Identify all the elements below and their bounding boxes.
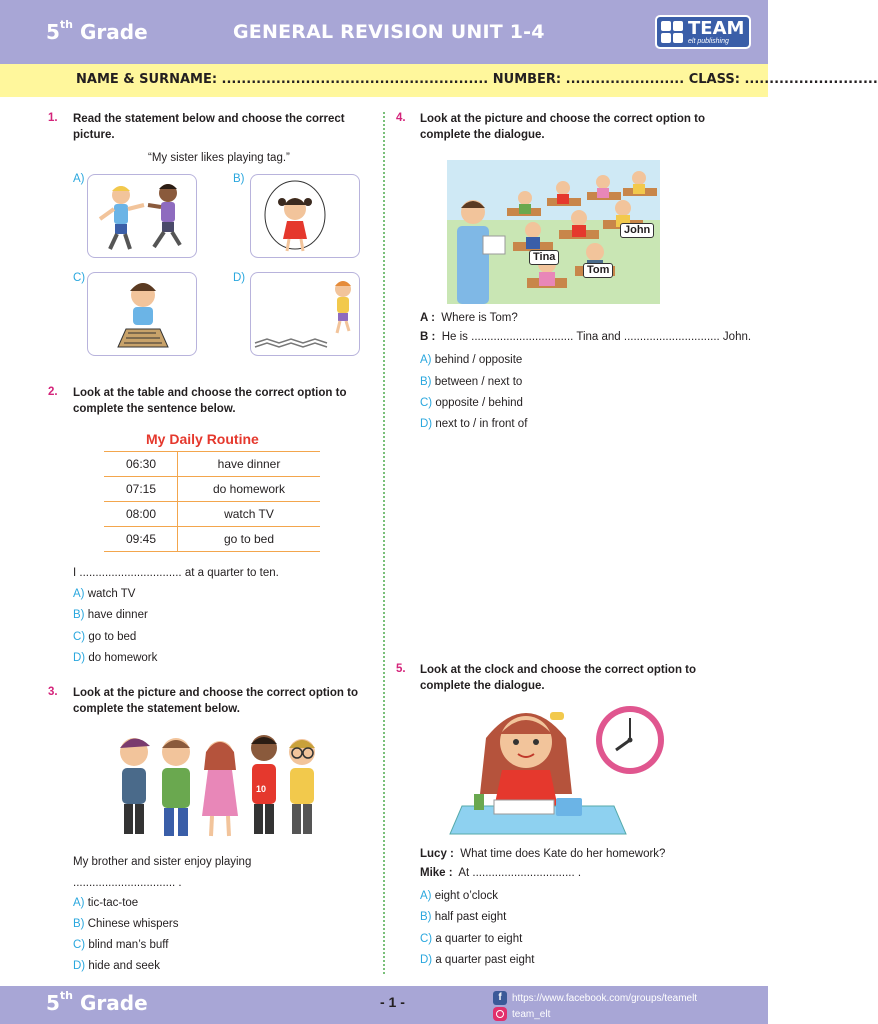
q1-label-a: A) — [73, 173, 85, 185]
q1-statement: “My sister likes playing tag.” — [148, 152, 290, 164]
team-logo — [655, 15, 751, 49]
q4-number: 4. — [396, 112, 406, 124]
q5-option-b[interactable]: B) half past eight — [420, 911, 507, 923]
girl-playing-hopscotch-illustration — [251, 273, 361, 357]
routine-time: 06:30 — [125, 457, 157, 471]
routine-row — [104, 527, 320, 552]
column-divider — [383, 112, 385, 974]
boy-playing-chess-illustration — [88, 273, 198, 357]
q2-option-c[interactable]: C) go to bed — [73, 631, 137, 643]
name-number-class-line: NAME & SURNAME: ...................................................... NUMBER: ........................ CLASS: ........................... — [76, 72, 878, 87]
q5-line-mike: Mike : At ................................ . — [420, 867, 582, 879]
q1-number: 1. — [48, 112, 58, 124]
instagram-icon — [493, 1007, 507, 1021]
routine-row — [104, 477, 320, 502]
q1-text: Read the statement below and choose the correct picture. — [73, 113, 345, 141]
footer-grade-label: 5th Grade — [46, 989, 148, 1015]
routine-time: 07:15 — [125, 482, 157, 496]
q1-picture-d[interactable] — [250, 272, 360, 356]
kids-whispering-illustration — [104, 722, 326, 840]
q3-statement-line1: My brother and sister enjoy playing — [73, 856, 252, 868]
q3-picture — [104, 722, 326, 840]
q4-line-b: B : He is ................................ Tina and .............................. John. — [420, 331, 752, 343]
q5-option-a[interactable]: A) eight o’clock — [420, 890, 498, 902]
girl-at-desk-with-clock-illustration — [446, 698, 676, 838]
q4-classroom-picture — [447, 160, 660, 304]
q1-picture-c[interactable] — [87, 272, 197, 356]
grade-label: 5th Grade — [46, 18, 148, 44]
q1-label-b: B) — [233, 173, 245, 185]
routine-table-title: My Daily Routine — [146, 431, 259, 447]
q5-picture — [446, 698, 676, 838]
q4-option-a[interactable]: A) behind / opposite — [420, 354, 523, 366]
q2-text: Look at the table and choose the correct option to complete the sentence below. — [73, 387, 347, 415]
name-tag-tom: Tom — [583, 263, 613, 278]
routine-activity: do homework — [212, 482, 286, 496]
q3-option-d[interactable]: D) hide and seek — [73, 960, 160, 972]
q5-option-c[interactable]: C) a quarter to eight — [420, 933, 523, 945]
q2-option-d[interactable]: D) do homework — [73, 652, 158, 664]
q2-number: 2. — [48, 386, 58, 398]
page-number: - 1 - — [380, 994, 405, 1010]
q2-option-a[interactable]: A) watch TV — [73, 588, 136, 600]
shirt-number: 10 — [256, 784, 267, 794]
logo-sub-text: elt publishing — [688, 37, 729, 45]
q4-line-a: A : Where is Tom? — [420, 312, 518, 324]
q1-label-c: C) — [73, 272, 86, 284]
q1-label-d: D) — [233, 272, 246, 284]
kids-running-illustration — [88, 175, 198, 259]
routine-table-column-divider — [177, 451, 178, 552]
page-title: GENERAL REVISION UNIT 1-4 — [233, 21, 545, 43]
name-tag-john: John — [620, 223, 654, 238]
q3-number: 3. — [48, 686, 58, 698]
q4-text: Look at the picture and choose the correct option to complete the dialogue. — [420, 113, 705, 141]
routine-activity: have dinner — [217, 457, 281, 471]
q3-option-a[interactable]: A) tic-tac-toe — [73, 897, 139, 909]
q3-option-b[interactable]: B) Chinese whispers — [73, 918, 179, 930]
q1-picture-b[interactable] — [250, 174, 360, 258]
logo-main-text: TEAM — [688, 17, 745, 39]
q5-number: 5. — [396, 663, 406, 675]
q5-text: Look at the clock and choose the correct option to complete the dialogue. — [420, 664, 697, 692]
page-header — [0, 0, 768, 64]
routine-row — [104, 452, 320, 477]
instagram-link[interactable]: team_elt — [493, 1007, 550, 1021]
q4-option-c[interactable]: C) opposite / behind — [420, 397, 523, 409]
q4-option-b[interactable]: B) between / next to — [420, 376, 523, 388]
q3-statement-line2: ................................ . — [73, 877, 182, 889]
q5-option-d[interactable]: D) a quarter past eight — [420, 954, 535, 966]
facebook-link[interactable]: f https://www.facebook.com/groups/teamelt — [493, 991, 697, 1005]
q4-option-d[interactable]: D) next to / in front of — [420, 418, 528, 430]
routine-time: 09:45 — [125, 532, 157, 546]
q3-text: Look at the picture and choose the correct option to complete the statement below. — [73, 687, 358, 715]
q1-picture-a[interactable] — [87, 174, 197, 258]
routine-activity: go to bed — [223, 532, 275, 546]
facebook-icon: f — [493, 991, 507, 1005]
logo-mark-icon — [661, 21, 683, 43]
name-bar — [0, 64, 878, 97]
routine-activity: watch TV — [224, 507, 274, 521]
name-tag-tina: Tina — [529, 250, 559, 265]
routine-row — [104, 502, 320, 527]
routine-time: 08:00 — [125, 507, 157, 521]
page-footer — [0, 986, 768, 1024]
q2-option-b[interactable]: B) have dinner — [73, 609, 148, 621]
q2-sentence: I ................................ at a quarter to ten. — [73, 567, 279, 579]
q5-line-lucy: Lucy : What time does Kate do her homework? — [420, 848, 666, 860]
q3-option-c[interactable]: C) blind man’s buff — [73, 939, 169, 951]
girl-skipping-rope-illustration — [251, 175, 361, 259]
